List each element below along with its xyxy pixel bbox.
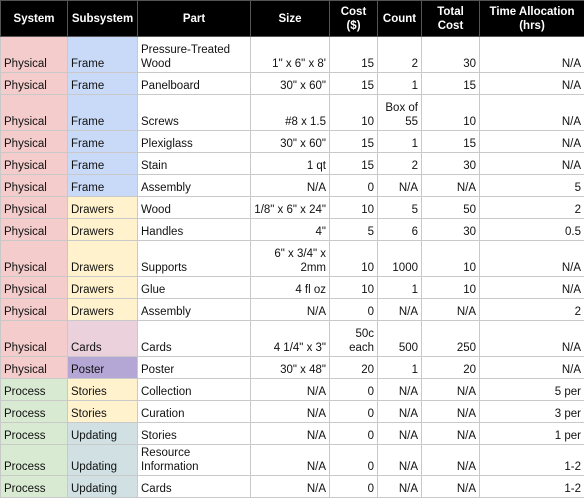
cell-total-cost: 30 [422,37,480,73]
cell-system: Physical [1,197,68,219]
cell-cost: 0 [330,299,378,321]
cell-count: N/A [378,423,422,445]
cell-system: Physical [1,321,68,357]
cell-count: 2 [378,37,422,73]
cell-system: Physical [1,131,68,153]
cell-total-cost: 250 [422,321,480,357]
cell-subsystem: Updating [68,423,138,445]
cell-part: Handles [138,219,251,241]
cell-size: N/A [251,445,330,476]
cell-part: Wood [138,197,251,219]
table-row [1,476,584,498]
table-row [1,379,584,401]
cell-count: N/A [378,401,422,423]
cell-part: Supports [138,241,251,277]
cell-time-allocation: 5 per [480,379,584,401]
cell-count: N/A [378,379,422,401]
cell-part: Stain [138,153,251,175]
cell-subsystem: Stories [68,379,138,401]
cell-count: N/A [378,175,422,197]
cell-system: Physical [1,219,68,241]
cell-time-allocation: N/A [480,321,584,357]
cell-time-allocation: N/A [480,73,584,95]
cell-cost: 15 [330,37,378,73]
cell-count: N/A [378,299,422,321]
cell-time-allocation: N/A [480,277,584,299]
cell-system: Physical [1,73,68,95]
cell-system: Process [1,445,68,476]
cell-size: 1/8" x 6" x 24" [251,197,330,219]
cell-subsystem: Updating [68,445,138,476]
cell-size: 1" x 6" x 8' [251,37,330,73]
cell-time-allocation: 2 [480,197,584,219]
cell-subsystem: Drawers [68,241,138,277]
cell-size: N/A [251,401,330,423]
table-row [1,241,584,277]
table-row [1,37,584,73]
cell-time-allocation: N/A [480,241,584,277]
table-body [1,37,584,498]
cell-subsystem: Frame [68,37,138,73]
header-part: Part [138,1,251,37]
cell-total-cost: N/A [422,299,480,321]
cell-cost: 0 [330,476,378,498]
cell-cost: 0 [330,445,378,476]
cell-part: Assembly [138,299,251,321]
cell-count: 1 [378,131,422,153]
cell-total-cost: N/A [422,445,480,476]
cell-time-allocation: 1-2 [480,476,584,498]
cell-size: N/A [251,299,330,321]
cell-part: Poster [138,357,251,379]
cell-part: Panelboard [138,73,251,95]
cell-part: Cards [138,321,251,357]
cell-subsystem: Stories [68,401,138,423]
cell-subsystem: Drawers [68,299,138,321]
table-row [1,321,584,357]
cell-count: N/A [378,445,422,476]
cell-time-allocation: 2 [480,299,584,321]
cell-time-allocation: N/A [480,95,584,131]
header-total-cost: Total Cost [422,1,480,37]
cell-total-cost: 15 [422,73,480,95]
cell-cost: 50c each [330,321,378,357]
cell-size: 6" x 3/4" x 2mm [251,241,330,277]
cell-part: Screws [138,95,251,131]
cell-subsystem: Frame [68,153,138,175]
table-row [1,219,584,241]
cell-total-cost: N/A [422,401,480,423]
cell-system: Physical [1,299,68,321]
cell-cost: 5 [330,219,378,241]
table-row [1,423,584,445]
cell-cost: 10 [330,95,378,131]
cell-system: Process [1,401,68,423]
cell-subsystem: Poster [68,357,138,379]
cell-time-allocation: N/A [480,357,584,379]
cell-cost: 10 [330,241,378,277]
cell-system: Physical [1,241,68,277]
cell-total-cost: N/A [422,175,480,197]
cell-subsystem: Drawers [68,219,138,241]
cell-count: 5 [378,197,422,219]
cell-total-cost: 30 [422,219,480,241]
cell-part: Pressure-Treated Wood [138,37,251,73]
header-system: System [1,1,68,37]
cell-count: 1000 [378,241,422,277]
cell-part: Cards [138,476,251,498]
cell-size: 1 qt [251,153,330,175]
table-row [1,73,584,95]
cell-part: Assembly [138,175,251,197]
cell-system: Physical [1,277,68,299]
cell-system: Physical [1,153,68,175]
cell-system: Physical [1,95,68,131]
cell-count: 2 [378,153,422,175]
cell-time-allocation: N/A [480,153,584,175]
table-row [1,95,584,131]
cell-total-cost: 15 [422,131,480,153]
table-row [1,131,584,153]
table-row [1,401,584,423]
cell-total-cost: 10 [422,241,480,277]
cell-size: 4 fl oz [251,277,330,299]
cell-count: 1 [378,357,422,379]
cell-size: N/A [251,476,330,498]
cell-subsystem: Frame [68,73,138,95]
cell-time-allocation: N/A [480,37,584,73]
cell-total-cost: 50 [422,197,480,219]
cell-count: 6 [378,219,422,241]
cell-subsystem: Frame [68,95,138,131]
cell-size: N/A [251,379,330,401]
cell-count: Box of 55 [378,95,422,131]
table-row [1,445,584,476]
cell-total-cost: 10 [422,277,480,299]
cell-system: Process [1,379,68,401]
cell-total-cost: N/A [422,379,480,401]
cell-part: Curation [138,401,251,423]
table-row [1,277,584,299]
header-subsystem: Subsystem [68,1,138,37]
cell-part: Resource Information [138,445,251,476]
cell-size: 4" [251,219,330,241]
cell-size: 30" x 60" [251,73,330,95]
cell-cost: 10 [330,277,378,299]
cell-subsystem: Drawers [68,197,138,219]
cell-cost: 10 [330,197,378,219]
cell-subsystem: Updating [68,476,138,498]
cell-system: Physical [1,357,68,379]
cell-size: 4 1/4" x 3" [251,321,330,357]
cell-size: N/A [251,175,330,197]
cell-size: 30" x 60" [251,131,330,153]
cell-count: 1 [378,277,422,299]
cell-system: Physical [1,37,68,73]
cell-system: Process [1,476,68,498]
header-count: Count [378,1,422,37]
table-row [1,197,584,219]
cell-subsystem: Drawers [68,277,138,299]
cell-part: Glue [138,277,251,299]
header-time-allocation: Time Allocation (hrs) [480,1,584,37]
cell-total-cost: 30 [422,153,480,175]
cell-cost: 20 [330,357,378,379]
cell-size: #8 x 1.5 [251,95,330,131]
header-size: Size [251,1,330,37]
cell-time-allocation: 1-2 [480,445,584,476]
table-row [1,357,584,379]
cell-time-allocation: 0.5 [480,219,584,241]
cell-cost: 0 [330,379,378,401]
table-row [1,153,584,175]
cell-cost: 0 [330,423,378,445]
cell-cost: 0 [330,175,378,197]
cell-part: Plexiglass [138,131,251,153]
table-row [1,299,584,321]
cell-time-allocation: 5 [480,175,584,197]
cell-total-cost: 20 [422,357,480,379]
cell-size: N/A [251,423,330,445]
cell-total-cost: N/A [422,423,480,445]
cell-cost: 15 [330,153,378,175]
cell-system: Physical [1,175,68,197]
header-row [1,1,584,37]
cell-system: Process [1,423,68,445]
cell-size: 30" x 48" [251,357,330,379]
cell-cost: 15 [330,73,378,95]
cell-count: 500 [378,321,422,357]
cell-time-allocation: N/A [480,131,584,153]
cell-part: Stories [138,423,251,445]
header-cost: Cost ($) [330,1,378,37]
cell-count: 1 [378,73,422,95]
cell-time-allocation: 1 per [480,423,584,445]
cell-total-cost: 10 [422,95,480,131]
cell-part: Collection [138,379,251,401]
cell-subsystem: Cards [68,321,138,357]
cell-cost: 0 [330,401,378,423]
cell-time-allocation: 3 per [480,401,584,423]
cell-cost: 15 [330,131,378,153]
cell-count: N/A [378,476,422,498]
cell-total-cost: N/A [422,476,480,498]
cell-subsystem: Frame [68,175,138,197]
cell-subsystem: Frame [68,131,138,153]
table-row [1,175,584,197]
